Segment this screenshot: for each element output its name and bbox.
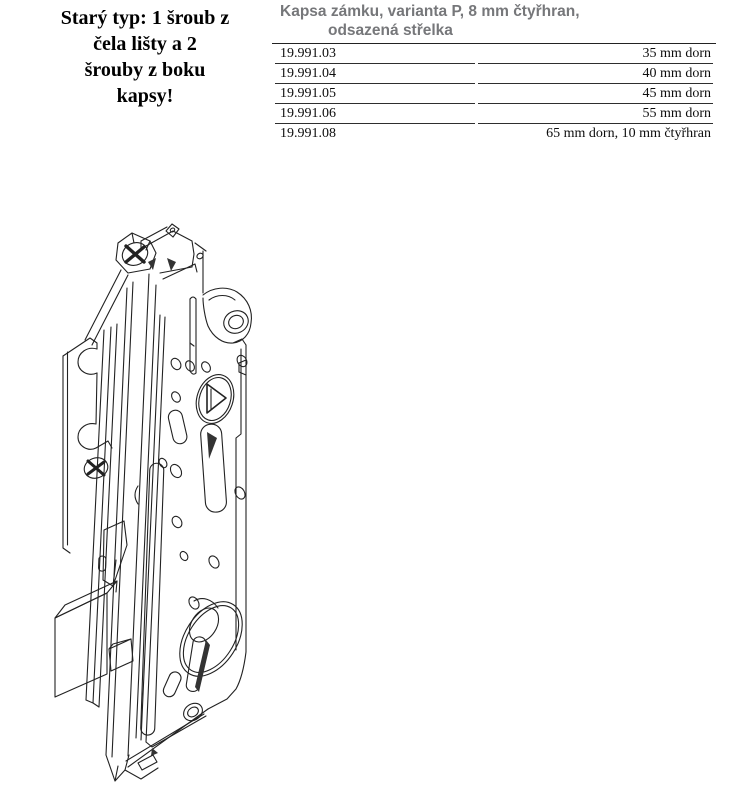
product-code: 19.991.03: [275, 44, 475, 64]
note-line: šrouby z boku: [84, 59, 206, 81]
table-row: [275, 64, 713, 84]
product-spec: 45 mm dorn: [478, 84, 713, 104]
note-line: Starý typ: 1 šroub z: [60, 7, 230, 29]
table-row: [275, 44, 713, 64]
product-spec: 55 mm dorn: [478, 104, 713, 124]
product-table-title: [272, 2, 716, 40]
table-row: [275, 124, 713, 143]
table-row: [275, 104, 713, 124]
product-table-block: [272, 2, 716, 143]
lock-case-svg: [42, 200, 260, 788]
note-line: čela lišty a 2: [93, 33, 197, 55]
product-spec: 35 mm dorn: [478, 44, 713, 64]
old-type-note: [26, 5, 264, 109]
product-title-line2: odsazená střelka: [328, 22, 453, 39]
lock-case-drawing: [42, 200, 260, 788]
product-code: 19.991.08: [280, 125, 336, 141]
product-table: [272, 44, 716, 143]
product-code: 19.991.05: [275, 84, 475, 104]
product-spec: 40 mm dorn: [478, 64, 713, 84]
product-code: 19.991.04: [275, 64, 475, 84]
product-title-line1: Kapsa zámku, varianta P, 8 mm čtyřhran,: [280, 3, 580, 20]
product-code: 19.991.06: [275, 104, 475, 124]
table-row: [275, 84, 713, 104]
product-spec: 65 mm dorn, 10 mm čtyřhran: [546, 125, 711, 141]
note-line: kapsy!: [116, 85, 174, 107]
